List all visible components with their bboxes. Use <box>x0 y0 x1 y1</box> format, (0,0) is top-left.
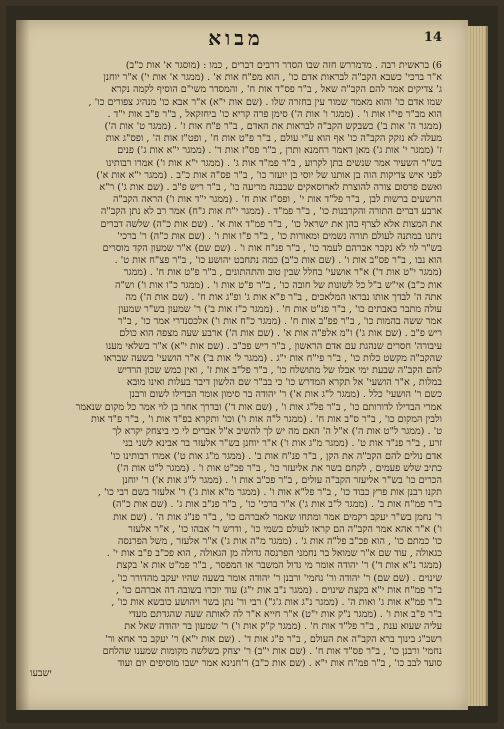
text-line: הרשעים ברשות לבן , ב"ר פל"ד אות י' , ופס"ז אות ח' . (ממגר י"ד אות ו') הראה הקב"ה <box>112 194 442 206</box>
text-line: אדם נולים להם הקב"ה את הקן , ב"ר פנ"ח אות ב' . (ממגר מ"ג אות ט') אמרו רבותינו כו' <box>110 450 442 462</box>
text-line: ארבע דברים התורה והקרבנות כו' , ב"ר פמ"ד . (ממגר י"ח אות ג"ח) אמר רב לא נתן הקב"ה <box>100 206 442 218</box>
text-line: זרע , ב"ר פנ"ד אות ט' . (ממגר מ"ג אות ו') א"ר יוחנן בש"ר אלעזר בר אבינא לשני בני <box>122 438 442 450</box>
text-line: (ממגר ה' אות ב') כשבקש הקב"ה לבראות את האדם , ב"ר פ"ח אות ז' . (ממגר ט' אות ה') <box>104 121 442 133</box>
text-line: נחמי' ורבנן כו' , ב"ר פס"ד אות ח' . (שם אות י"ב) ר' יצחק בשלשה מקומות שמענו שהלחם <box>102 645 442 657</box>
text-line: עולה מתבר באבתים כו' , ב"ר פנ"ט אות ח' . (ממגר כ"ז אות ב') ר' שמעון בש"ר שמעון <box>118 304 442 316</box>
text-line: עליה שעוא ענת , ב"ר פל"ד אות ח' . (ממגר ק"ק אות ו') ר' שמעון בר יהודה שאל את <box>124 621 442 633</box>
text-line: (ממגר נ"א אות ד') ר' יהודה אומר מי גדול המשבר או המפסר , ב"ר פמ"ט אות א' בקצת <box>116 560 442 572</box>
text-line: כשם ר' הושעי' כלל . (ממגר ל"ג אות א') ר' יהודה בר סימון אומר הבדילו לשום ורבנן <box>129 389 442 401</box>
catchword: ישבעו <box>30 668 52 679</box>
text-line: רשב"ג בינוך ברא הקב"ה את העולם , ב"ר פ"ג אות ד' . (שם אות י"א) ר' יעקב בר אחא ור' <box>104 633 442 645</box>
text-line: אמרי הבדילו לדורותם כו' , ב"ר פל"ג אות ו' , (שם אות ד') ובדרך אחר בן לוי אמר כל מקום שנאמר <box>75 401 442 413</box>
text-line: בש"ר השעיר אמר שנשים בתן לקרוע , ב"ר פמ"ד אות ג' . (ממגר י"א אות ו') אמרו רבותינו <box>105 157 442 169</box>
text-line: ב"ר פמ"א אות ג' ואות ה' . (ממגר נ"ג אות ג'ג") רבי ור' נתן בשר ויהושע כובשא אות כו' , <box>111 596 442 608</box>
text-line: במלות , א"ר הושעי' אל תקרא המדרש כו' כי בב"ר שם הלשון דיבר בעלות ואינו מובא <box>126 377 442 389</box>
text-line: א"ר ברכי' כשבא הקב"ה לבראות אדם כו' , הוא מפ"ח אות א' . (ממגר א' אות י') א"ר יוחנן <box>103 72 442 84</box>
text-line: (ממגר י"ט אות ד') א"ר אושעי' בחלל שבין טוב והתהתונים , ב"ר פ"ט אות ח' . (ממגר <box>123 267 442 279</box>
text-line: ריש פ"ב . (שם אות ג') ו"מ אלפ"ה אות א' . (שם אות ה') ארבע שעה מצפה הוא כולם <box>119 328 442 340</box>
text-line: בש"ר לוי לא נקבר אברהם לעמד כו' , ב"ר פנ"ח אות ו' . (שם שם) א"ר שמעון הקד מוסרים <box>102 243 442 255</box>
spine-shadow <box>16 20 30 710</box>
text-line: תקנו רבנן אות פרץ כבוד כו' , ב"ר פל"א אות ו' . (ממגר מ"א אות ג') ר' אלעזר בשם רבי כו' , <box>97 487 442 499</box>
text-line: ניתנו במתנה לעולם תורה נשמים ומאורות כו' , ב"ר פ"ו אות ו' . (שם אות כ"ה) ר' ברכי' <box>117 230 442 242</box>
text-line: ר' נחמן בש"ר יעקב רקמים אמר ומתחו שאמר לאברהם כו' , ב"ר פנ"ג אות ה' . (שם אות <box>113 511 442 523</box>
text-line: 6) בראשית רבה . מדמררש חזה שבו הסדר דרבים דברים , כמו : (מוסגר א' אות כ"ב) <box>125 60 442 71</box>
text-line: אות כ"ב) אי"ש ב"ל כל לשונות של חובה כו' , ב"ר פ"ט אות ו' . (ממגר כ"ו אות ו') וש"ה <box>114 279 442 291</box>
text-line: לפני איש צדיקות הוה בן אותנו של יוסי בן יועזר כו' , ב"ר פס"ה אות כ"ב . (ממגר י"א אות א') <box>96 169 442 181</box>
text-line: אתה ה' לבדך אותו נבראו המלאכים , ב"ר פ"א אות ג' ופ"ג אות ח' . (שם אות ה') מה <box>125 291 442 303</box>
text-line: ואשם פרסום צורה להוצרת לארוסאקים שבבנה מריעה בו' , ב"ר ריש פ"ב . (שם אות ג') ר"א <box>99 182 442 194</box>
text-line: שמו אדם כו' והוא מאמר שמור עין בחזרה שלו . (שם אות י"א) א"ר אבא כו' מנהיג צפורים כו' , <box>88 96 442 108</box>
text-line: כתיב שלש פעמים , לקחם בשר את אליעזר כו' , ב"ר פכ"ט אות ו' . (ממגר ל"ט אות ה') <box>116 462 442 474</box>
text-line: עיבורה' חסרים שנהגת עם אדם הראשון , ב"ר ריש פכ"ב . (שם אות י"א) א"ר בשלאי מענו <box>105 340 442 352</box>
text-line: סועד לבב כו' , ב"ר פמ"ח אות י"א . (שם אות כ"ב) ר'חנינא אמר ישבו מוסיפים יום ועוד <box>117 657 442 669</box>
text-line: שהקב"ה מקשט כלות כו' , ב"ר פי"ח אות י"ג . (ממגר ל' אות ב') א"ר הושעי' בשעה שבראו <box>103 352 442 364</box>
text-line: ט' . (ממגר ל"ט אות ה') א"ל ה' האם מה יש לך להשיב א"ל אברים לי כי ביצחק יקרא לך <box>112 426 442 438</box>
text-line: כו' כמתם כו' , הוא פכ"ב פל"ה אות ג' . (ממגר מ"ה אות ג') א"ר אלעזר , משל הפרנסה <box>117 535 442 547</box>
text-line: ו') א"ר אהא אמר הקב"ה הם קראו לעולם בשמי כו' , ודרש ר' אבהו כו' , א"ר אלעזר <box>128 523 442 535</box>
page-number: 14 <box>423 30 442 45</box>
text-line: את המצות אלא לצרף בהן את ישראל כו' , ב"ר פמ"ד אות א' . (שם אות כ"ה) שלשה דברים <box>100 218 442 230</box>
text-line: ז' (ממגר י' אות ג') מאן דאמר רחמנא ותרן , ב"ר פס"ז אות ד' . (ממגר י"א אות ג') פנים <box>117 145 442 157</box>
text-line: ב"ר פמ"ח אות ב' . (ממגר ל"ב אות ג') א"ר ברכי' כו' , ב"ר פנ"ב אות ג' . (שם אות כ"ה) <box>112 499 442 511</box>
text-line: מעלה לא נזקק הקב"ה כו' אף הוא ע"י עולם , ב"ר פ"ט אות ח' , ופט"ז אות ה' , ופס"ג אות <box>105 133 442 145</box>
text-line: הוא נבו , ב"ר פס"ב אות ו' . (שם אות כ"ב) כמה נתחבט יהושע כו' , ב"ר פצ"ח אות ט' . <box>114 255 442 267</box>
text-line: הכרים כו' בש"ר אליעזר הקב"ה עולים , ב"ר פכ"ב אות ו' . (ממגר ל"ג אות א') ר' יוחנן <box>122 474 442 486</box>
text-line: ב"ר פ"ב אות ו' . (ממגר נ"ק אות י"ט) א"ר חייא א"ר לה לאותה שעה שהגדתם מעדי <box>128 609 442 621</box>
page-edges <box>468 26 488 706</box>
text-line: שינוים . (שם שם) ר' יהודה ור' נחמי' ורבנן ר' יהודה אומר בשעה שהיו יעקב מהדורר כו' , <box>111 572 442 584</box>
text-line: אמר ששה בהמות כו' , ב"ר פפ"ב אות ח' . (ממגר כ"ח אות ו') אלכסנדרי אמר כו' , ב"ר <box>117 316 442 328</box>
text-line: להם הקב"ה שבעת ימי אבלו של מתושלח כו' , ב"ר פל"ב אות ז' , ואין כמש שכון הרדיש <box>117 365 442 377</box>
text-line: ג' צדיקים אמר להם הקב"ה שאל , ב"ר פס"ד אות ח' , והמסדר משי"ם הוסיף לקמה נקרא <box>111 84 442 96</box>
page-title: מבוא <box>208 26 264 50</box>
text-line: ולבין המקום כו' , ב"ר ס"ב אות ח' . (ממגר ל"ה אות ו') וכו' ותקרא בפ"ד אות ו' , ב"ר פ"ד אות <box>90 413 442 425</box>
text-line: כגאולה , עוד שם א"ר שמואל בר נחמני הפרנסה גדולה מן הגאולה , הוא פכ"ב פ"ב אות י' . <box>106 548 442 560</box>
body-text <box>30 60 442 670</box>
text-line: ב"ר פמ"ח אות י"א בקצת שינוים . (ממגר נ"ב אות י"ג) עוד יוכרו בשובה דה אברהם כו' , <box>115 584 442 596</box>
page-header <box>30 26 442 54</box>
text-line: הוא מב"ר פי"ו אות ו' . (ממגר ו' אות ה') סימן פרה קריא כו' ביחזקאל , ב"ר פ"ב אות י"ד . <box>107 108 442 120</box>
